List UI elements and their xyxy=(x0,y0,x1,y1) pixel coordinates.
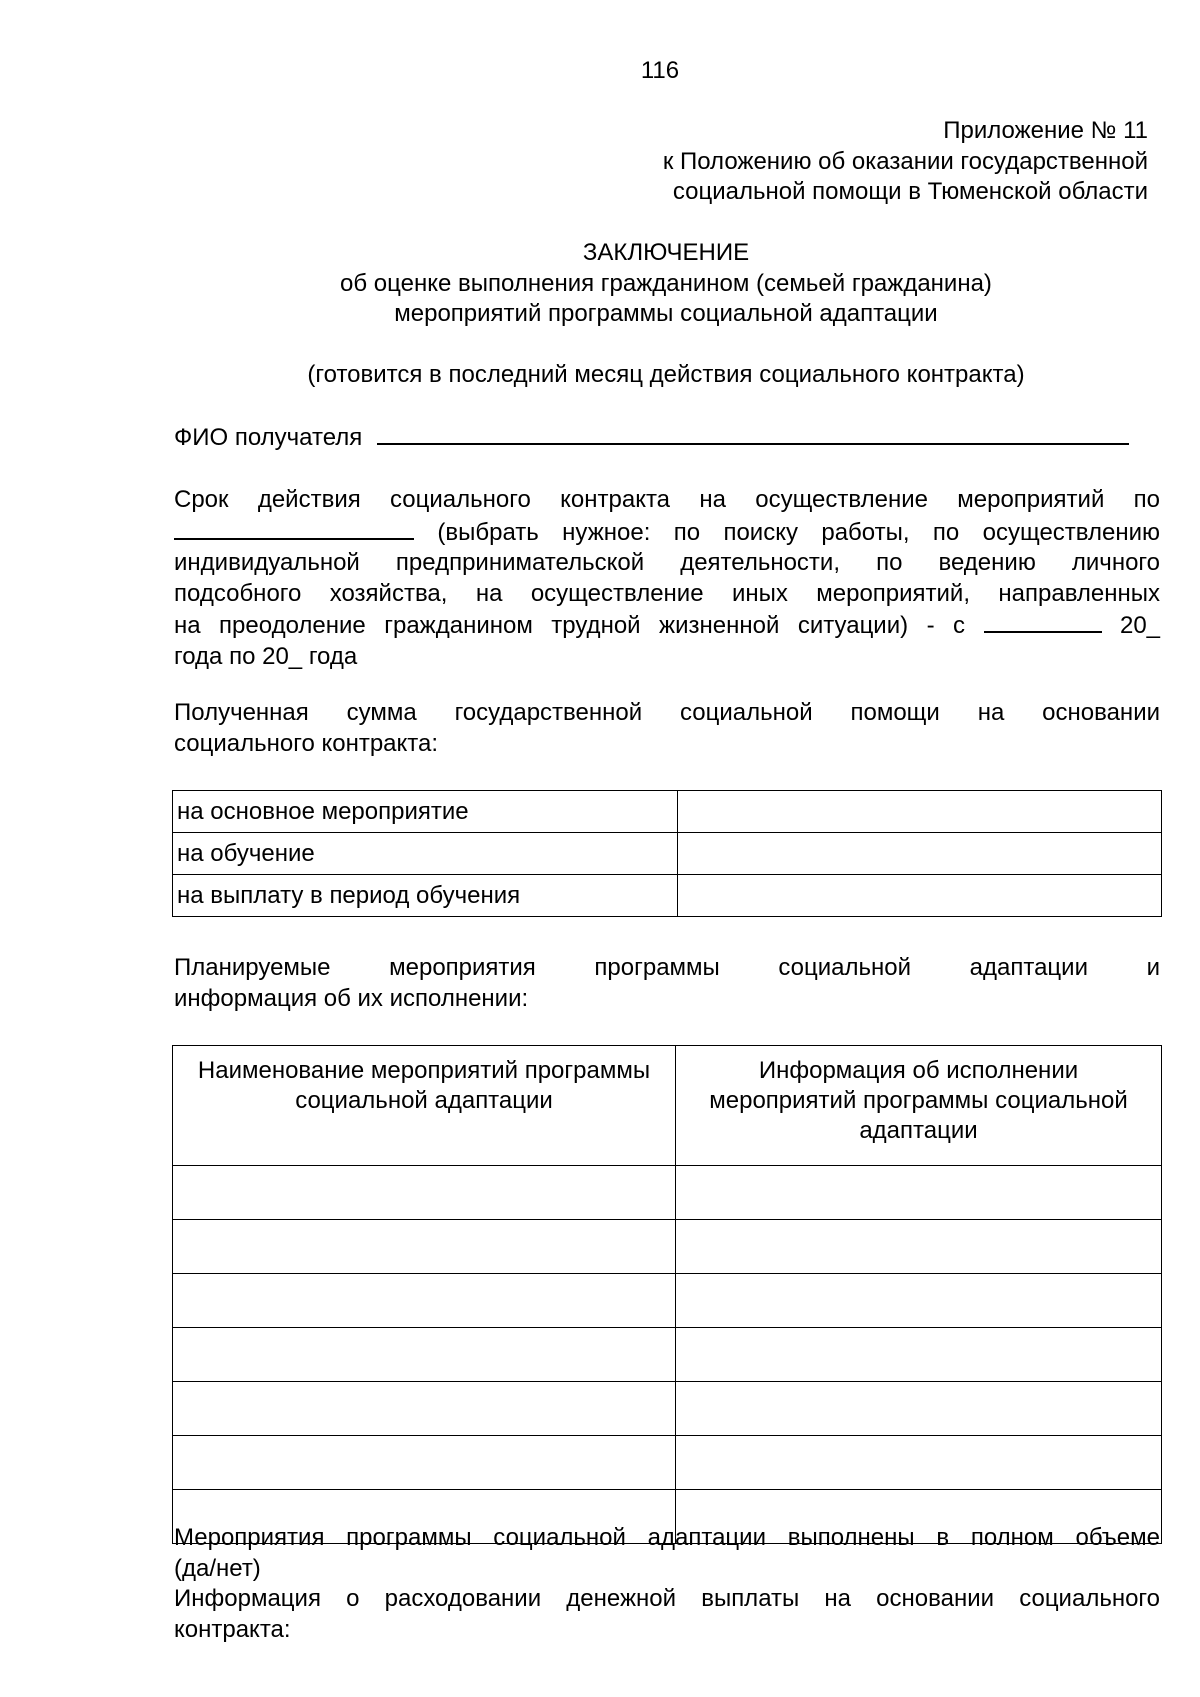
completion-line-1: Мероприятия программы социальной адаптации выполнены в полном объеме xyxy=(174,1524,1160,1551)
table-row xyxy=(173,791,1162,833)
execution-info-cell[interactable] xyxy=(676,1436,1162,1490)
appendix-line-3: социальной помощи в Тюменской области xyxy=(672,178,1148,205)
execution-info-cell[interactable] xyxy=(676,1220,1162,1274)
yes-no-label: (да/нет) xyxy=(174,1554,261,1582)
activity-name-cell[interactable] xyxy=(173,1382,676,1436)
table-row xyxy=(173,1274,1162,1328)
activity-options-text: (выбрать нужное: по поиску работы, по осуществлению xyxy=(437,518,1161,546)
title-heading: ЗАКЛЮЧЕНИЕ xyxy=(582,239,750,266)
contract-term-line-6 xyxy=(174,642,1160,673)
table-row xyxy=(173,1382,1162,1436)
activity-name-cell[interactable] xyxy=(173,1166,676,1220)
sum-value-cell[interactable] xyxy=(678,833,1162,875)
table-row xyxy=(173,833,1162,875)
execution-info-cell[interactable] xyxy=(676,1274,1162,1328)
contract-start-text: на преодоление гражданином трудной жизненной ситуации) - с xyxy=(174,612,966,639)
appendix-line-1: Приложение № 11 xyxy=(943,117,1148,144)
contract-term-paragraph xyxy=(174,485,1160,672)
execution-info-header: Информация об исполнении мероприятий программы социальной адаптации xyxy=(676,1046,1162,1166)
sum-value-cell[interactable] xyxy=(678,791,1162,833)
contract-term-line-5 xyxy=(174,609,1160,642)
received-sum-line-1: Полученная сумма государственной социальной помощи на основании xyxy=(174,699,1160,726)
activity-name-header: Наименование мероприятий программы социальной адаптации xyxy=(173,1046,676,1166)
title-line-3: мероприятий программы социальной адаптации xyxy=(394,300,938,327)
planned-activities-table xyxy=(172,1045,1162,1544)
page-number: 116 xyxy=(640,57,680,84)
activity-name-cell[interactable] xyxy=(173,1274,676,1328)
table-row xyxy=(173,1166,1162,1220)
contract-term-line-4: подсобного хозяйства, на осуществление иных мероприятий, направленных xyxy=(174,579,1160,607)
contract-term-line-1: Срок действия социального контракта на осуществление мероприятий по xyxy=(174,486,1160,513)
completion-paragraph xyxy=(174,1523,1160,1584)
recipient-name-field xyxy=(174,421,1129,454)
received-sum-table xyxy=(172,790,1162,917)
table-row xyxy=(173,1436,1162,1490)
table-row xyxy=(173,875,1162,917)
start-date-blank[interactable] xyxy=(984,609,1102,633)
received-sum-line-2: социального контракта: xyxy=(174,729,439,757)
activity-type-blank[interactable] xyxy=(174,516,414,540)
expenses-paragraph xyxy=(174,1584,1160,1645)
activity-name-cell[interactable] xyxy=(173,1328,676,1382)
activity-name-cell[interactable] xyxy=(173,1436,676,1490)
planned-line-2: информация об их исполнении: xyxy=(174,984,529,1012)
expenses-line-1: Информация о расходовании денежной выплаты на основании социального xyxy=(174,1585,1160,1612)
sum-value-cell[interactable] xyxy=(678,875,1162,917)
end-year-prefix: 20_ xyxy=(262,642,303,670)
received-sum-paragraph xyxy=(174,698,1160,759)
execution-info-cell[interactable] xyxy=(676,1382,1162,1436)
title-line-2: об оценке выполнения гражданином (семьей гражданина) xyxy=(340,269,992,297)
sum-label-cell: на основное мероприятие xyxy=(173,791,678,833)
year-word: года xyxy=(308,642,358,670)
expenses-line-2: контракта: xyxy=(174,1615,291,1643)
sum-label-cell: на обучение xyxy=(173,833,678,875)
preparation-note: (готовится в последний месяц действия социального контракта) xyxy=(307,361,1025,388)
table-header-row xyxy=(173,1046,1162,1166)
execution-info-cell[interactable] xyxy=(676,1166,1162,1220)
execution-info-cell[interactable] xyxy=(676,1328,1162,1382)
appendix-line-2: к Положению об оказании государственной xyxy=(662,147,1148,175)
end-label: года по xyxy=(174,642,256,670)
planned-line-1: Планируемые мероприятия программы социальной адаптации и xyxy=(174,954,1160,981)
sum-label-cell: на выплату в период обучения xyxy=(173,875,678,917)
contract-term-line-2 xyxy=(174,516,1160,549)
appendix-reference xyxy=(663,116,1148,208)
recipient-name-blank[interactable] xyxy=(377,421,1129,445)
planned-activities-paragraph xyxy=(174,953,1160,1014)
contract-term-line-3: индивидуальной предпринимательской деятельности, по ведению личного xyxy=(174,549,1160,576)
completion-line-2 xyxy=(174,1554,1160,1585)
recipient-name-label: ФИО получателя xyxy=(174,424,363,451)
start-year-prefix: 20_ xyxy=(1119,612,1161,639)
table-row xyxy=(173,1220,1162,1274)
table-row xyxy=(173,1328,1162,1382)
activity-name-cell[interactable] xyxy=(173,1220,676,1274)
document-title xyxy=(172,238,1160,330)
